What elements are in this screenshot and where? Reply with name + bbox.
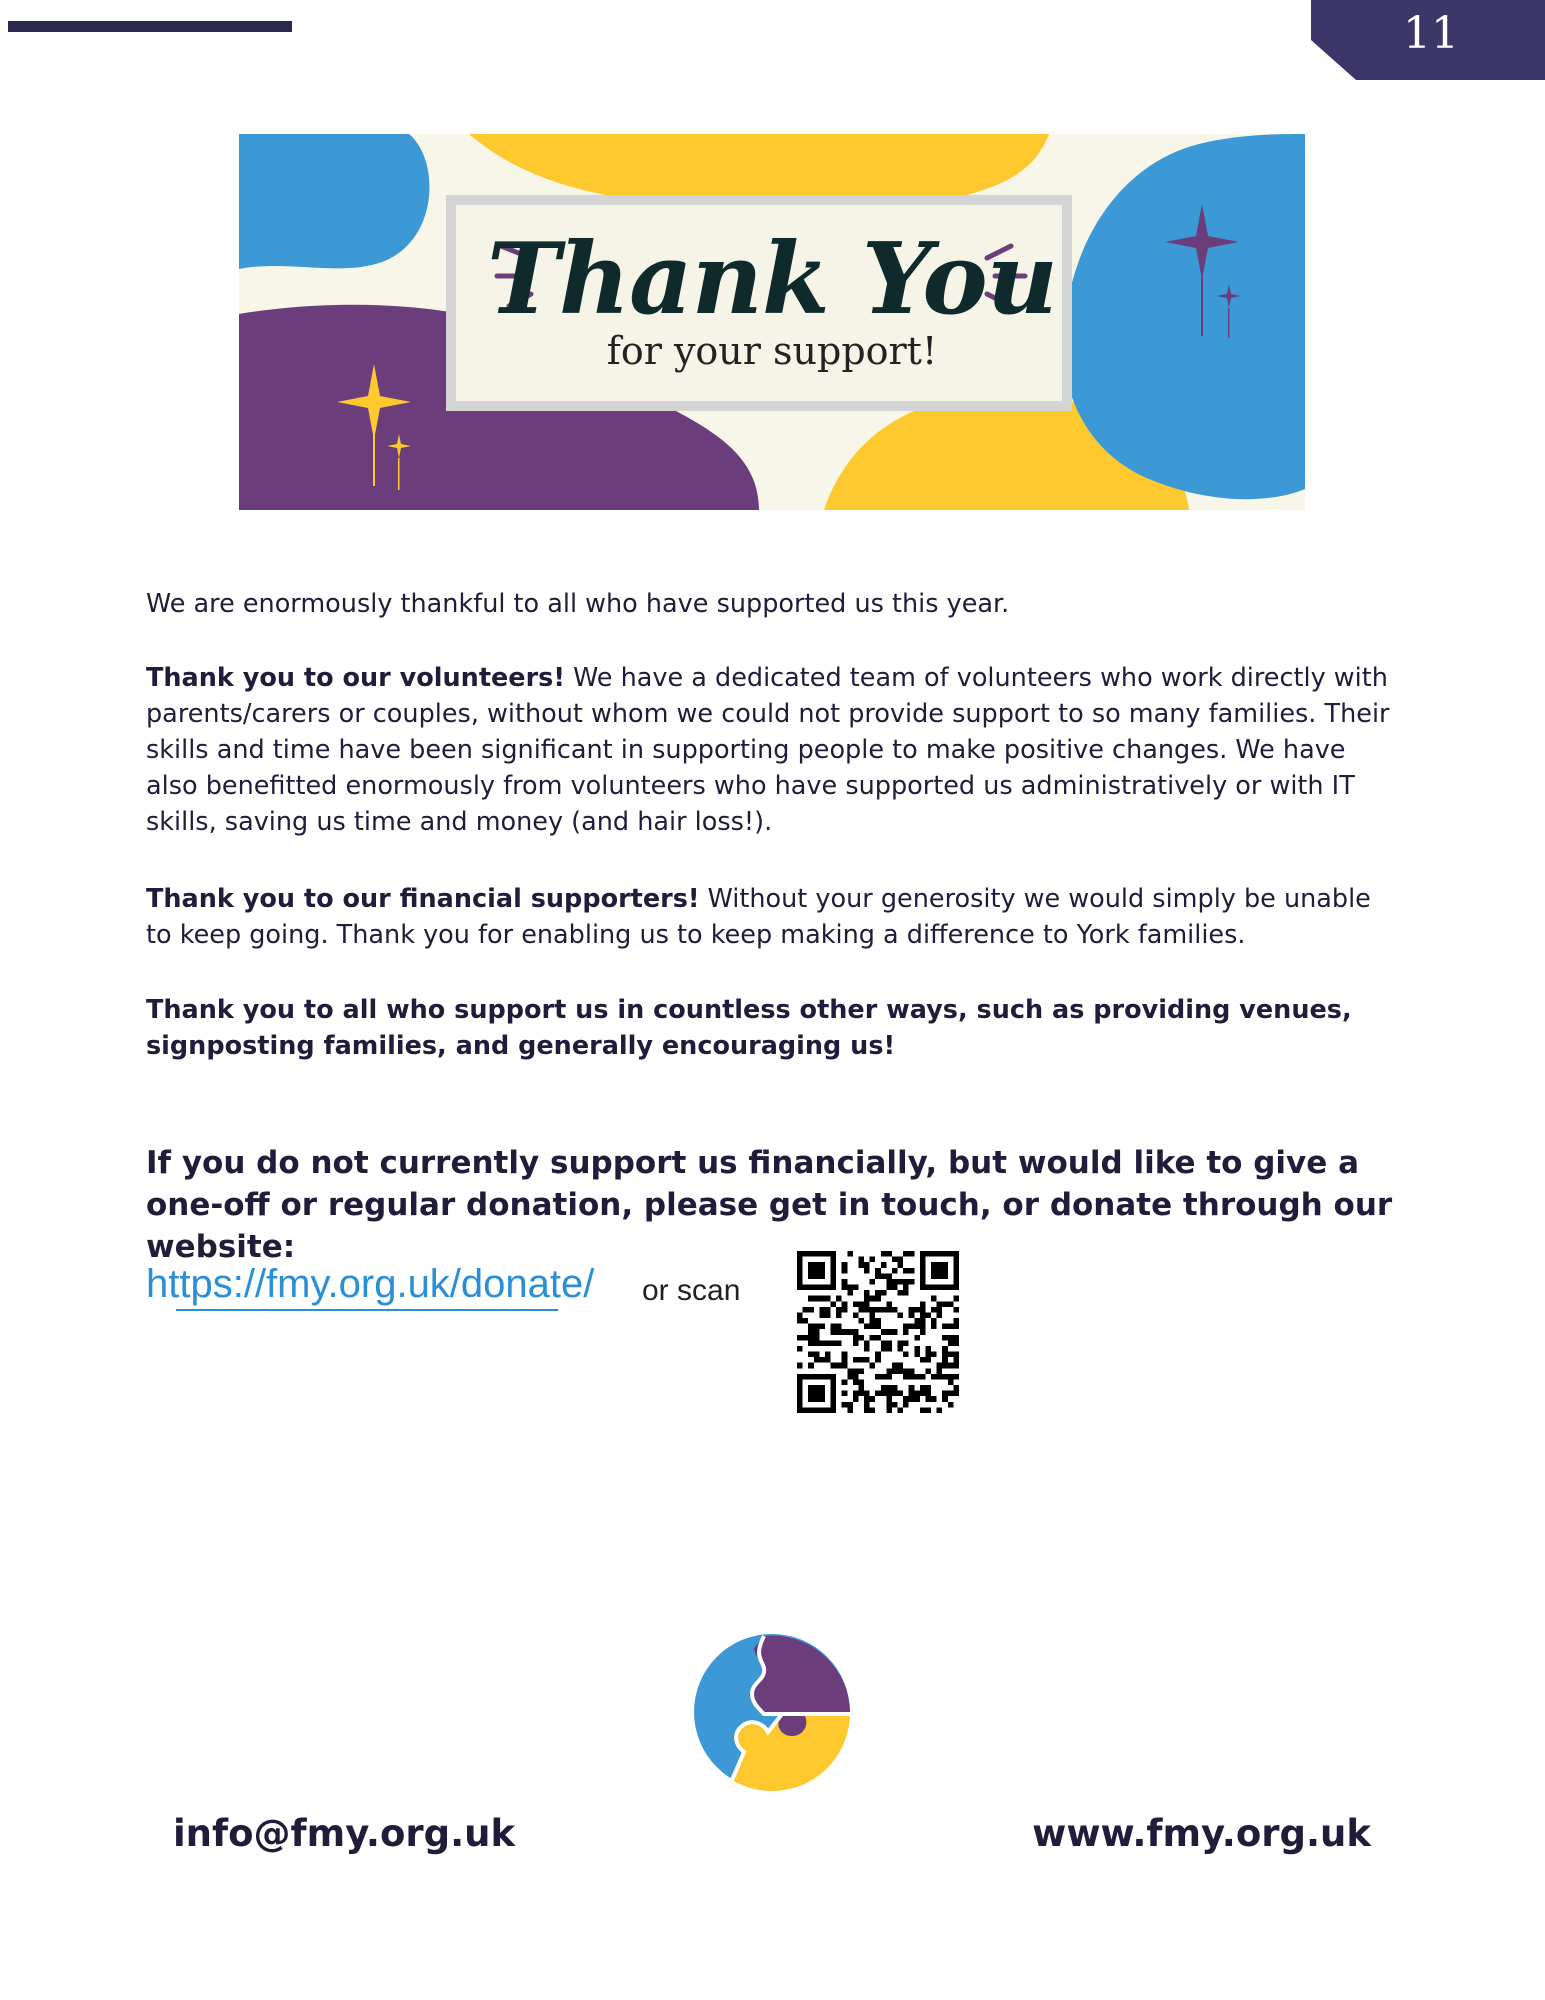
others-paragraph <box>146 992 1396 1064</box>
donation-call-to-action: If you do not currently support us financially, but would like to give a one-off or regular donation, please get in touch, or donate through our website: <box>146 1145 1393 1265</box>
volunteers-body: We have a dedicated team of volunteers who work directly with parents/carers or couples, without whom we could not provide support to so many families. Their skills and time have been significant in supporting people to make positive changes. We have also benefitted enormously from volunteers who have supported us administratively or with IT skills, saving us time and money (and hair loss!). <box>146 663 1390 837</box>
header-rule <box>8 21 292 32</box>
volunteers-paragraph <box>146 660 1396 840</box>
banner-title: Thank You <box>486 222 1057 337</box>
donate-link-underline <box>176 1309 558 1311</box>
thank-you-banner <box>239 134 1305 510</box>
or-scan-label: or scan <box>642 1274 741 1307</box>
financial-lead: Thank you to our financial supporters! <box>146 884 700 914</box>
intro-text: We are enormously thankful to all who have supported us this year. <box>146 589 1010 619</box>
donate-link-text[interactable]: https://fmy.org.uk/donate/ <box>146 1262 595 1306</box>
footer-email[interactable]: info@fmy.org.uk <box>173 1812 516 1855</box>
intro-paragraph <box>146 586 1396 622</box>
page-number-tab <box>1311 0 1545 80</box>
financial-paragraph <box>146 881 1396 953</box>
volunteers-lead: Thank you to our volunteers! <box>146 663 565 693</box>
qr-code-icon[interactable] <box>797 1251 959 1413</box>
puzzle-circle-logo <box>692 1632 852 1792</box>
banner-subtitle: for your support! <box>606 329 938 373</box>
page-number: 11 <box>1403 8 1459 59</box>
footer-website[interactable]: www.fmy.org.uk <box>1032 1812 1371 1855</box>
others-text: Thank you to all who support us in countless other ways, such as providing venues, signposting families, and generally encouraging us! <box>146 995 1352 1061</box>
donate-link[interactable] <box>146 1262 594 1307</box>
financial-body: Without your generosity we would simply be unable to keep going. Thank you for enabling us to keep making a difference to York families. <box>146 884 1371 950</box>
